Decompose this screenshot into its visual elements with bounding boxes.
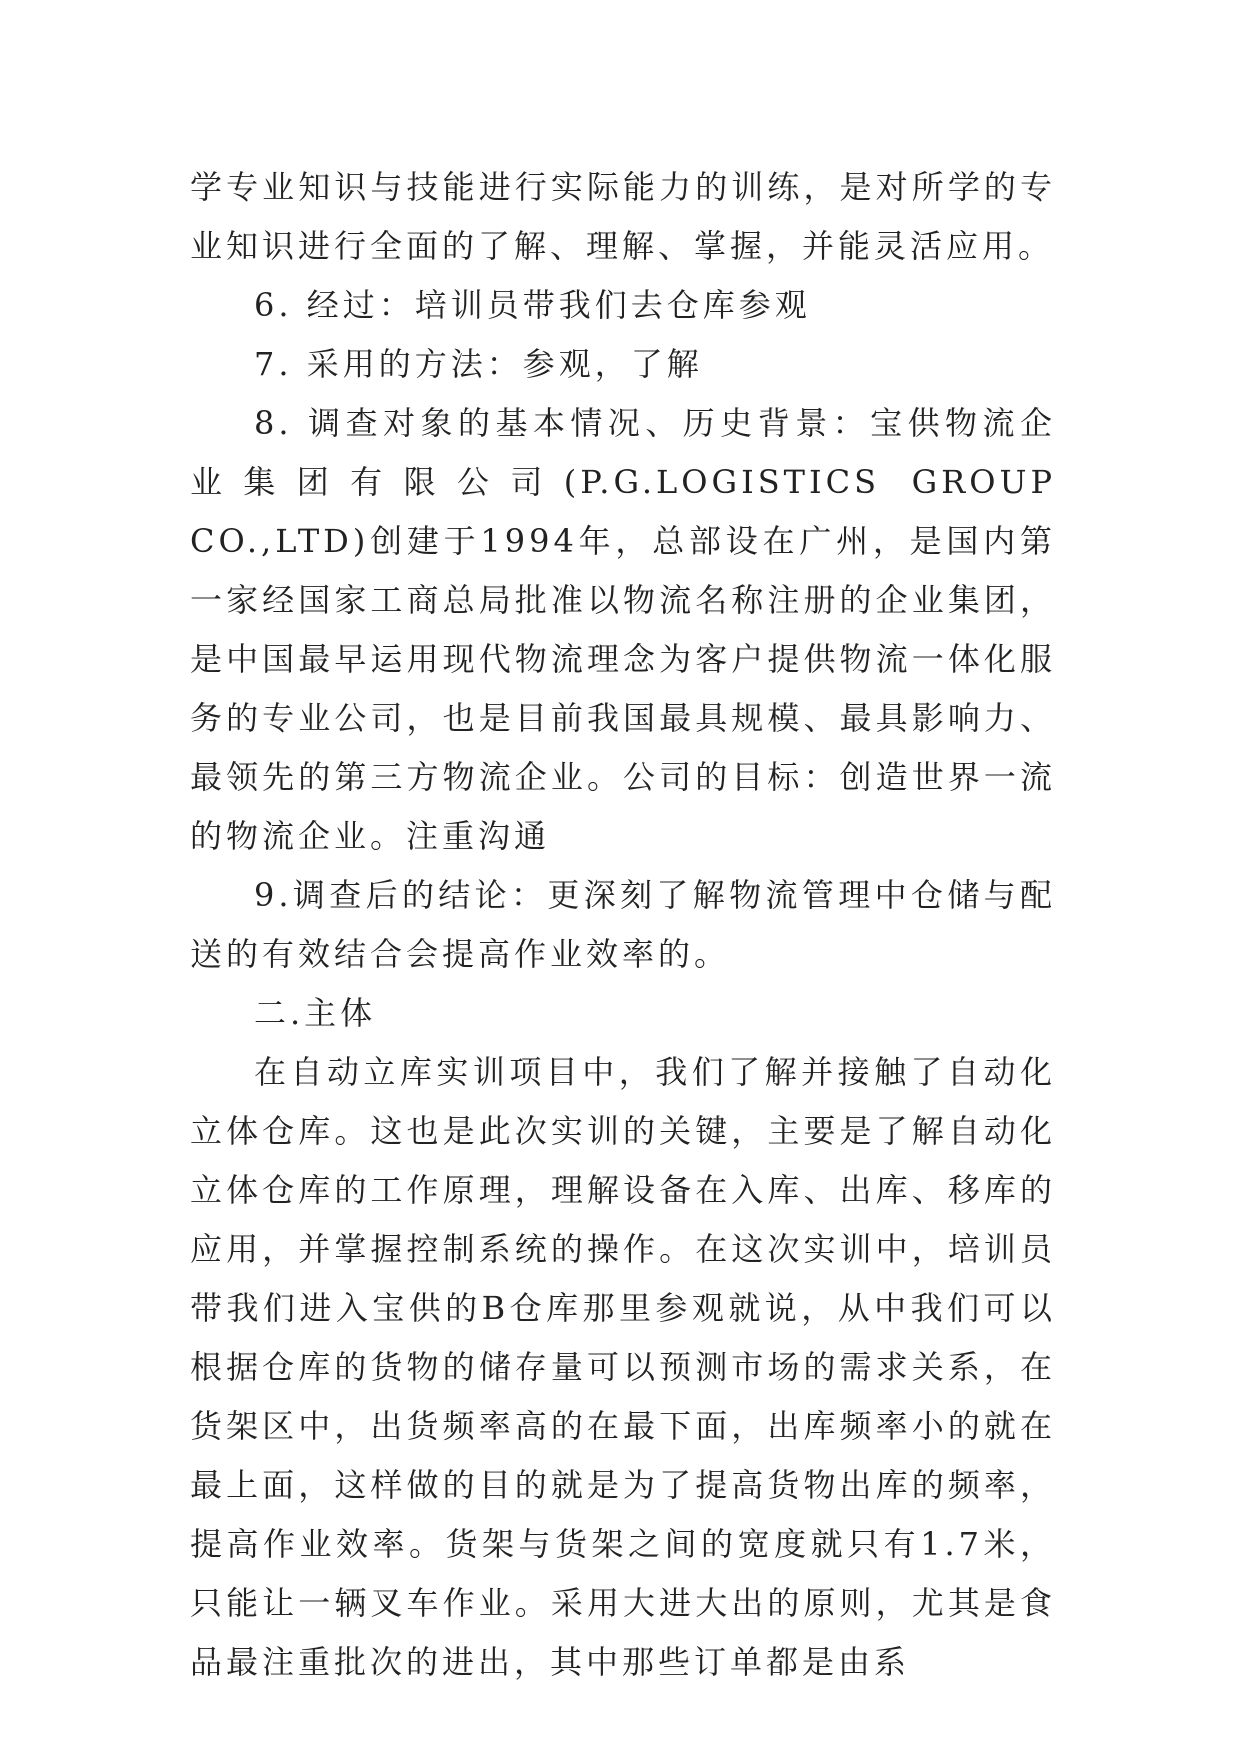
paragraph-item-7: 7. 采用的方法：参观，了解	[254, 345, 703, 383]
paragraph-continuation: 学专业知识与技能进行实际能力的训练，是对所学的专业知识进行全面的了解、理解、掌握，并能灵活应用。	[190, 168, 1056, 265]
document-body	[190, 158, 1056, 1692]
paragraph-item-6: 6. 经过：培训员带我们去仓库参观	[254, 286, 811, 324]
section-heading: 二.主体	[254, 994, 377, 1032]
paragraph-body: 在自动立库实训项目中，我们了解并接触了自动化立体仓库。这也是此次实训的关键，主要是了解自动化立体仓库的工作原理，理解设备在入库、出库、移库的应用，并掌握控制系统的操作。在这次实训中，培训员带我们进入宝供的B仓库那里参观就说，从中我们可以根据仓库的货物的储存量可以预测市场的需求关系，在货架区中，出货频率高的在最下面，出库频率小的就在最上面，这样做的目的就是为了提高货物出库的频率，提高作业效率。货架与货架之间的宽度就只有1.7米，只能让一辆叉车作业。采用大进大出的原则，尤其是食品最注重批次的进出，其中那些订单都是由系	[190, 1053, 1056, 1681]
paragraph-item-9: 9.调查后的结论：更深刻了解物流管理中仓储与配送的有效结合会提高作业效率的。	[190, 876, 1056, 973]
paragraph-item-8: 8. 调查对象的基本情况、历史背景：宝供物流企业集团有限公司(P.G.LOGISTICS GROUP CO.,LTD)创建于1994年，总部设在广州，是国内第一家经国家工商总局批准以物流名称注册的企业集团，是中国最早运用现代物流理念为客户提供物流一体化服务的专业公司，也是目前我国最具规模、最具影响力、最领先的第三方物流企业。公司的目标：创造世界一流的物流企业。注重沟通	[190, 404, 1056, 855]
